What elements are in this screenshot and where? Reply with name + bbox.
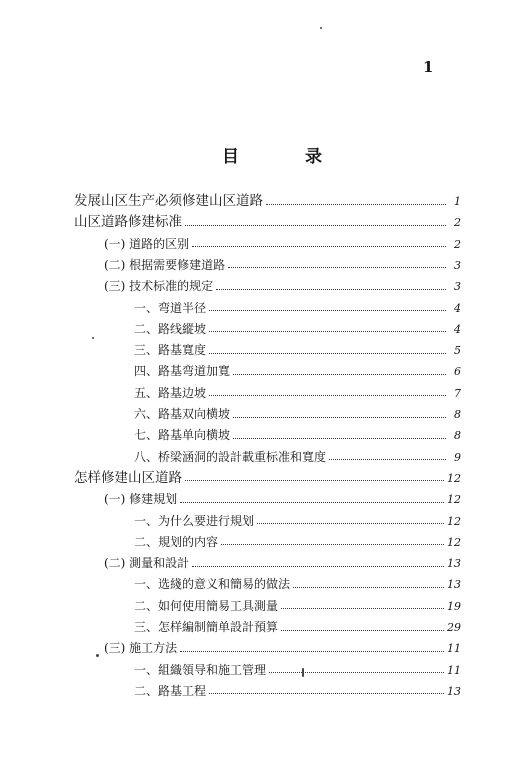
toc-entry-page: 1: [454, 195, 461, 208]
toc-entry-label: (二) 測量和設計: [104, 556, 190, 571]
toc-entry: [134, 575, 461, 593]
toc-entry-page: 6: [454, 365, 461, 379]
dot-leader: [185, 225, 446, 226]
dot-leader: [269, 672, 444, 673]
toc-entry: [134, 533, 461, 551]
dot-leader: [209, 395, 446, 396]
toc-entry: [134, 341, 461, 359]
scan-speck: [302, 668, 304, 677]
toc-entry-page: 3: [454, 258, 461, 272]
toc-entry-label: 二、路基工程: [134, 683, 207, 698]
toc-entry-label: (一) 道路的区别: [104, 236, 190, 251]
toc-entry: [104, 277, 461, 295]
toc-entry-page: 8: [454, 408, 461, 421]
dot-leader: [257, 523, 444, 524]
toc-entry: [104, 235, 461, 253]
dot-leader: [192, 566, 444, 567]
toc-entry: [74, 213, 461, 231]
toc-entry-label: (一) 修建規划: [104, 492, 178, 507]
toc-entry-label: 三、路基寬度: [134, 343, 207, 358]
dot-leader: [185, 480, 444, 481]
toc-entry-page: 4: [454, 301, 461, 315]
toc-entry: [134, 618, 461, 636]
dot-leader: [281, 608, 444, 609]
toc-entry-page: 12: [447, 514, 461, 528]
toc-entry-page: 13: [447, 684, 461, 698]
toc-entry-page: 13: [447, 557, 461, 571]
dot-leader: [180, 651, 444, 652]
page-number: 1: [423, 58, 434, 76]
toc-entry-label: 八、桥梁涵洞的設計載重标准和寬度: [134, 449, 327, 464]
dot-leader: [209, 331, 446, 332]
toc-entry-label: 二、如何使用簡易工具測量: [134, 598, 279, 613]
toc-entry-page: 7: [454, 386, 461, 400]
toc-entry: [134, 362, 461, 380]
toc-entry-label: 一、为什么要进行規划: [134, 513, 255, 528]
dot-leader: [281, 630, 444, 631]
toc-entry: [104, 554, 461, 572]
toc-entry-page: 2: [454, 237, 461, 251]
dot-leader: [209, 353, 446, 354]
toc-entry-label: 山区道路修建标准: [74, 214, 182, 231]
toc-entry-label: 一、組織領导和施工管理: [134, 662, 267, 677]
toc-entry-label: (二) 根据需要修建道路: [104, 257, 226, 272]
toc-entry-label: 怎样修建山区道路: [74, 469, 182, 486]
toc-entry: [104, 490, 461, 508]
toc-entry-label: 一、选綫的意义和簡易的做法: [134, 577, 291, 592]
title-char-1: 目: [222, 147, 239, 167]
toc-entry-page: 11: [447, 663, 461, 677]
toc-entry-label: 二、路线縱坡: [134, 321, 207, 336]
toc-entry: [134, 405, 461, 423]
toc-entry-label: (三) 技术标准的规定: [104, 279, 214, 294]
toc-entry-label: 五、路基边坡: [134, 385, 207, 400]
toc-entry-page: 11: [447, 642, 461, 656]
toc-entry-label: 一、弯道半径: [134, 300, 207, 315]
toc-entry: [134, 597, 461, 615]
dot-leader: [233, 438, 446, 439]
toc-entry-label: 三、怎样編制簡单設計預算: [134, 620, 279, 634]
dot-leader: [209, 693, 444, 694]
toc-entry-label: 六、路基双向横坡: [134, 407, 231, 421]
dot-leader: [209, 310, 446, 311]
scan-speck: [320, 27, 322, 29]
toc-entry-label: 四、路基弯道加寬: [134, 364, 231, 379]
toc-entry: [134, 426, 461, 444]
toc-entry-page: 13: [447, 578, 461, 592]
dot-leader: [329, 459, 446, 460]
dot-leader: [216, 289, 446, 290]
toc-entry: [74, 192, 461, 210]
toc-entry-label: (三) 施工方法: [104, 641, 178, 656]
toc-entry-page: 9: [454, 450, 461, 464]
toc-entry: [134, 299, 461, 317]
toc-entry-label: 七、路基单向横坡: [134, 428, 231, 443]
dot-leader: [180, 502, 444, 503]
toc-entry-page: 29: [447, 621, 461, 634]
toc-entry: [74, 469, 461, 487]
scan-speck: [96, 654, 99, 657]
toc-entry: [134, 682, 461, 700]
toc-entry: [134, 384, 461, 402]
toc-entry-page: 12: [447, 493, 461, 507]
toc-entry-page: 8: [454, 429, 461, 443]
toc-entry: [134, 661, 461, 679]
toc-entry-page: 19: [447, 599, 461, 613]
toc-entry-label: 发展山区生产必须修建山区道路: [74, 193, 263, 209]
dot-leader: [233, 417, 446, 418]
toc-entry-label: 二、規划的内容: [134, 534, 219, 549]
dot-leader: [266, 204, 446, 205]
dot-leader: [228, 267, 446, 268]
toc-entry: [134, 320, 461, 338]
toc-entry: [104, 256, 461, 274]
toc-entry: [104, 639, 461, 657]
toc-entry: [134, 512, 461, 530]
scan-speck: [92, 337, 94, 339]
toc-entry-page: 12: [447, 471, 461, 485]
toc-entry-page: 3: [454, 280, 461, 294]
dot-leader: [192, 246, 446, 247]
dot-leader: [233, 374, 446, 375]
toc-entry-page: 4: [454, 322, 461, 336]
toc-entry: [134, 448, 461, 466]
dot-leader: [293, 587, 444, 588]
title-char-2: 录: [305, 147, 322, 167]
toc-entry-page: 2: [454, 216, 461, 230]
toc-entry-page: 5: [454, 344, 461, 358]
dot-leader: [221, 544, 444, 545]
toc-entry-page: 12: [447, 535, 461, 549]
